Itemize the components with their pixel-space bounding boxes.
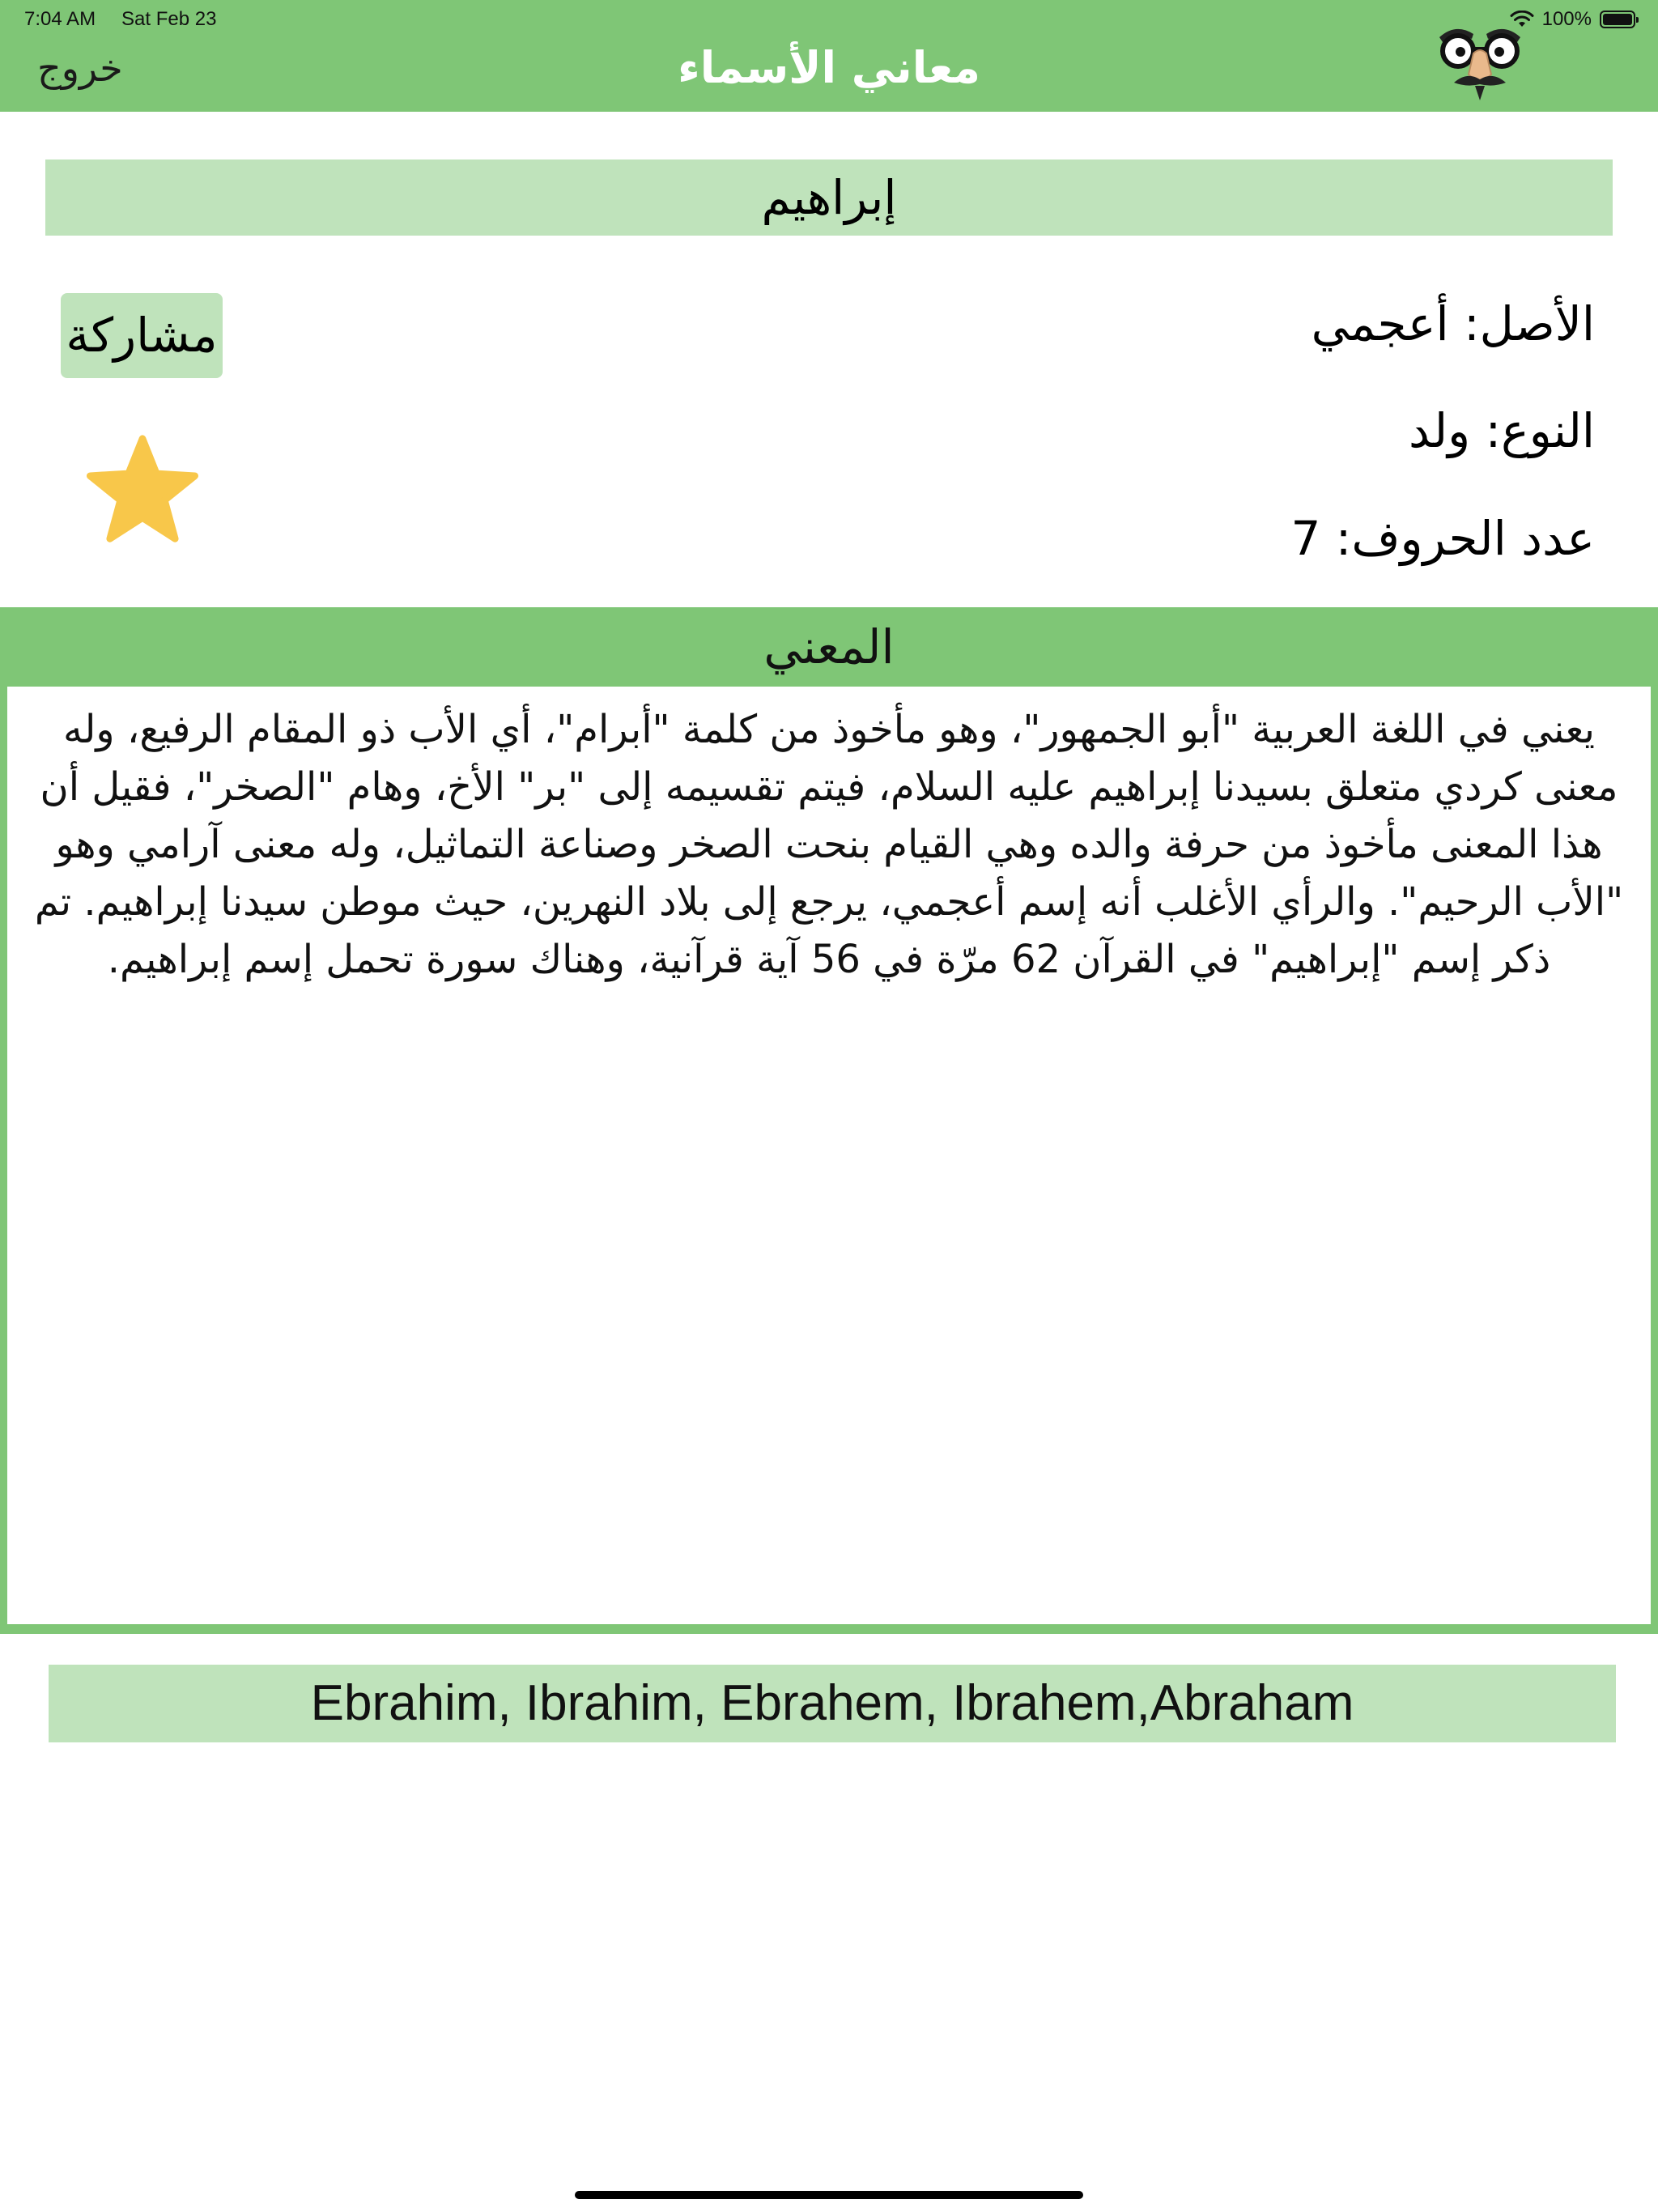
home-indicator[interactable] <box>575 2191 1083 2199</box>
type-label: النوع: ولد <box>1409 403 1595 458</box>
meaning-header: المعني <box>0 607 1658 687</box>
letter-count-label: عدد الحروف: 7 <box>1290 511 1595 566</box>
battery-percent: 100% <box>1541 8 1592 30</box>
meaning-text: يعني في اللغة العربية "أبو الجمهور"، وهو مأخوذ من كلمة "أبرام"، أي الأب ذو المقام الرفيع، وله معنى كردي متعلق بسيدنا إبراهيم عليه السلام، فيتم تقسيمه إلى "بر" الأخ، وهام "الصخر"، فقيل أن هذا المعنى مأخوذ من حرفة والده وهي القيام بنحت الصخر وصناعة التماثيل، وله معنى آرامي وهو "الأب الرحيم". والرأي الأغلب أنه إسم أعجمي، يرجع إلى بلاد النهرين، حيث موطن سيدنا إبراهيم. تم ذكر إسم "إبراهيم" في القرآن 62 مرّة في 56 آية قرآنية، وهناك سورة تحمل إسم إبراهيم. <box>34 707 1624 982</box>
disguise-glasses-icon <box>1431 15 1528 104</box>
status-time: 7:04 AM <box>24 8 96 30</box>
name-variants: Ebrahim, Ibrahim, Ebrahem, Ibrahem,Abraham <box>49 1665 1616 1742</box>
origin-label: الأصل: أعجمي <box>1311 296 1595 351</box>
battery-icon <box>1600 11 1635 28</box>
exit-button[interactable]: خروج <box>37 46 123 90</box>
name-banner: إبراهيم <box>45 160 1613 236</box>
share-button[interactable]: مشاركة <box>61 293 223 378</box>
star-icon[interactable] <box>84 434 201 546</box>
meaning-text-box <box>0 687 1658 1634</box>
page-title: معاني الأسماء <box>678 42 980 93</box>
status-date: Sat Feb 23 <box>121 8 217 30</box>
